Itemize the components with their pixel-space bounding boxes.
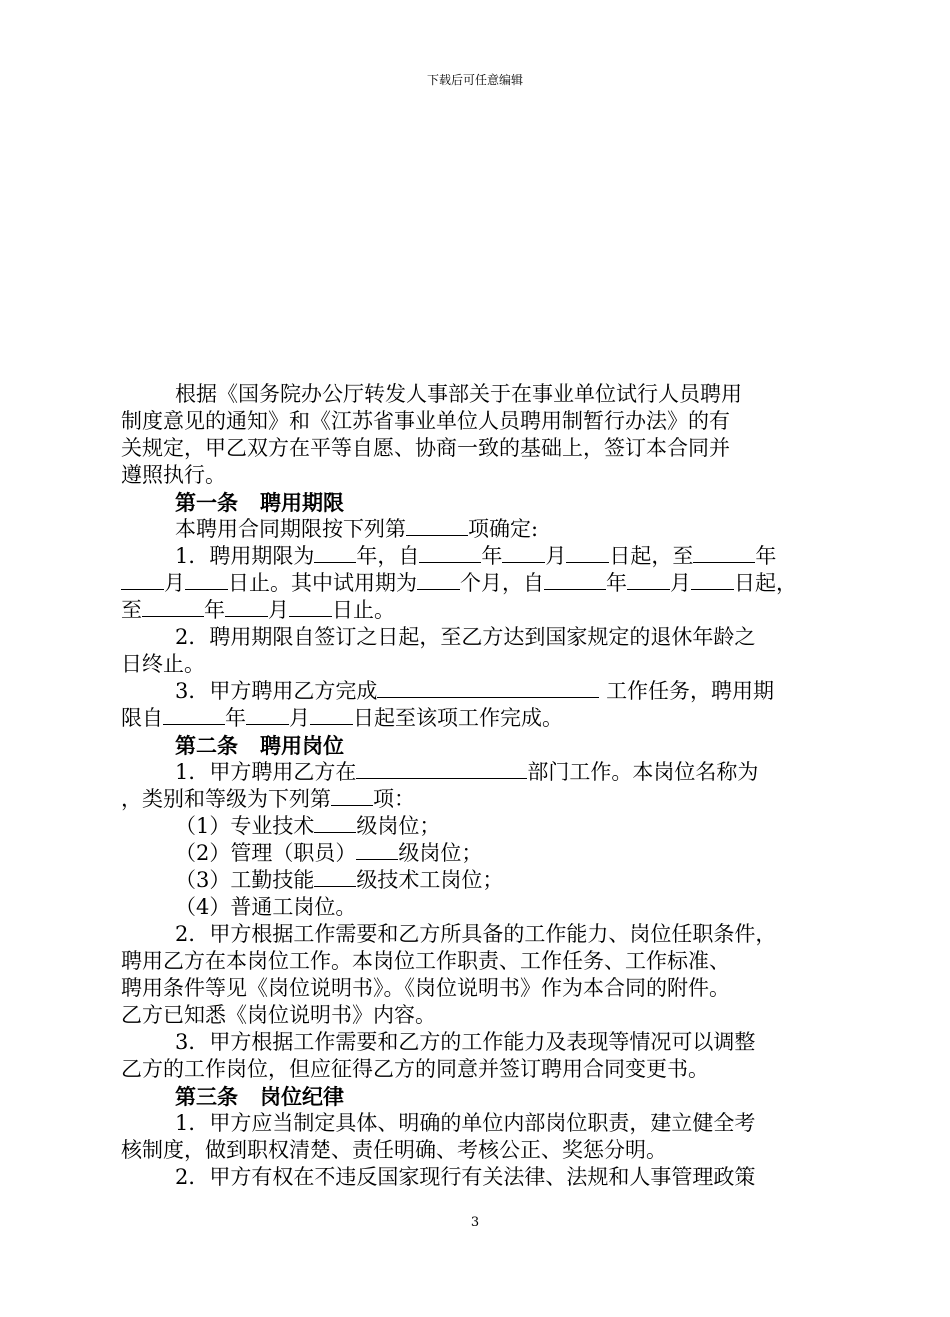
article-1-line [121,705,831,732]
blank-field [627,570,670,590]
option-1 [121,813,831,840]
article-2-title: 聘用岗位 [260,733,344,758]
blank-field [163,705,225,725]
article-1-line [121,516,831,543]
contract-body [121,381,831,1191]
article-2-line: 乙方已知悉《岗位说明书》内容。 [121,1003,436,1027]
blank-field [502,543,545,563]
intro-line-2: 制度意见的通知》和《江苏省事业单位人员聘用制暂行办法》的有 [121,409,730,433]
option-4: （4）普通工岗位。 [175,895,357,919]
blank-field [566,543,609,563]
text: 月 [289,706,310,730]
blank-field [406,516,468,536]
text: 月 [545,544,567,568]
text: 级技术工岗位； [356,868,504,892]
article-1-title: 聘用期限 [260,490,344,515]
option-2 [121,840,831,867]
article-2-line: 聘用条件等见《岗位说明书》。《岗位说明书》作为本合同的附件。 [121,976,730,1000]
blank-field [377,678,599,698]
text: 3．甲方聘用乙方完成 [175,679,378,703]
blank-field [246,705,289,725]
article-1-line [121,597,831,624]
text: 月 [670,571,691,595]
article-1-line [121,570,831,597]
blank-field [356,759,527,779]
intro-line-4: 遵照执行。 [121,463,226,487]
text: （3）工勤技能 [175,868,315,892]
blank-field [417,570,460,590]
text: 年 [204,598,225,622]
text: 日起，至 [609,544,694,568]
blank-field [693,543,755,563]
article-2-heading [121,732,831,759]
text: 限自 [121,706,163,730]
article-2-line [121,786,831,813]
blank-field [544,570,606,590]
text: 月 [268,598,289,622]
text: 1．甲方聘用乙方在 [175,760,357,784]
article-1-heading [121,489,831,516]
blank-field [142,597,204,617]
article-3-line: 核制度，做到职权清楚、责任明确、考核公正、奖惩分明。 [121,1138,667,1162]
text: 年 [755,544,777,568]
text: 工作任务，聘用期 [606,679,775,703]
article-1-number: 第一条 [175,490,238,515]
blank-field [289,597,332,617]
text: （2）管理（职员） [175,841,357,865]
article-3-title: 岗位纪律 [260,1084,344,1109]
page-header: 下载后可任意编辑 [426,73,523,87]
blank-field [314,867,356,887]
text: ，类别和等级为下列第 [121,787,331,811]
text: 1．聘用期限为 [175,544,315,568]
blank-field [310,705,353,725]
text: 月 [164,571,185,595]
article-2-line: 乙方的工作岗位，但应征得乙方的同意并签订聘用合同变更书。 [121,1057,709,1081]
text: 年 [606,571,627,595]
article-1-line [121,543,831,570]
text: 年 [225,706,246,730]
article-2-line: 聘用乙方在本岗位工作。本岗位工作职责、工作任务、工作标准、 [121,949,730,973]
text: 本聘用合同期限按下列第 [175,517,406,541]
blank-field [419,543,481,563]
option-3 [121,867,831,894]
article-1-line: 日终止。 [121,652,205,676]
article-2-line [121,759,831,786]
text: （1）专业技术 [175,814,315,838]
article-2-line: 3．甲方根据工作需要和乙方的工作能力及表现等情况可以调整 [175,1030,756,1054]
text: 项： [373,787,415,811]
text: 年 [481,544,503,568]
blank-field [121,570,164,590]
blank-field [185,570,228,590]
text: 日起至该项工作完成。 [353,706,563,730]
page-number: 3 [470,1215,480,1230]
text: 级岗位； [398,841,483,865]
blank-field [314,813,356,833]
article-1-line [121,678,831,705]
text: 日止。 [332,598,395,622]
text: 级岗位； [356,814,441,838]
article-3-heading [121,1083,831,1110]
text: 项确定: [468,517,539,541]
text: 个月，自 [460,571,544,595]
blank-field [331,786,373,806]
article-3-number: 第三条 [175,1084,238,1109]
intro-line-1: 根据《国务院办公厅转发人事部关于在事业单位试行人员聘用 [175,382,742,406]
article-2-number: 第二条 [175,733,238,758]
article-1-line: 2．聘用期限自签订之日起，至乙方达到国家规定的退休年龄之 [175,625,756,649]
text: 部门工作。本岗位名称为 [527,760,759,784]
article-3-line: 1．甲方应当制定具体、明确的单位内部岗位职责，建立健全考 [175,1111,756,1135]
text: 日起， [734,571,797,595]
article-2-line: 2．甲方根据工作需要和乙方所具备的工作能力、岗位任职条件， [175,922,777,946]
intro-line-3: 关规定，甲乙双方在平等自愿、协商一致的基础上，签订本合同并 [121,436,730,460]
blank-field [356,840,398,860]
article-3-line: 2．甲方有权在不违反国家现行有关法律、法规和人事管理政策 [175,1165,756,1189]
text: 至 [121,598,142,622]
blank-field [691,570,734,590]
blank-field [225,597,268,617]
text: 日止。其中试用期为 [228,571,417,595]
blank-field [314,543,356,563]
text: 年，自 [356,544,420,568]
